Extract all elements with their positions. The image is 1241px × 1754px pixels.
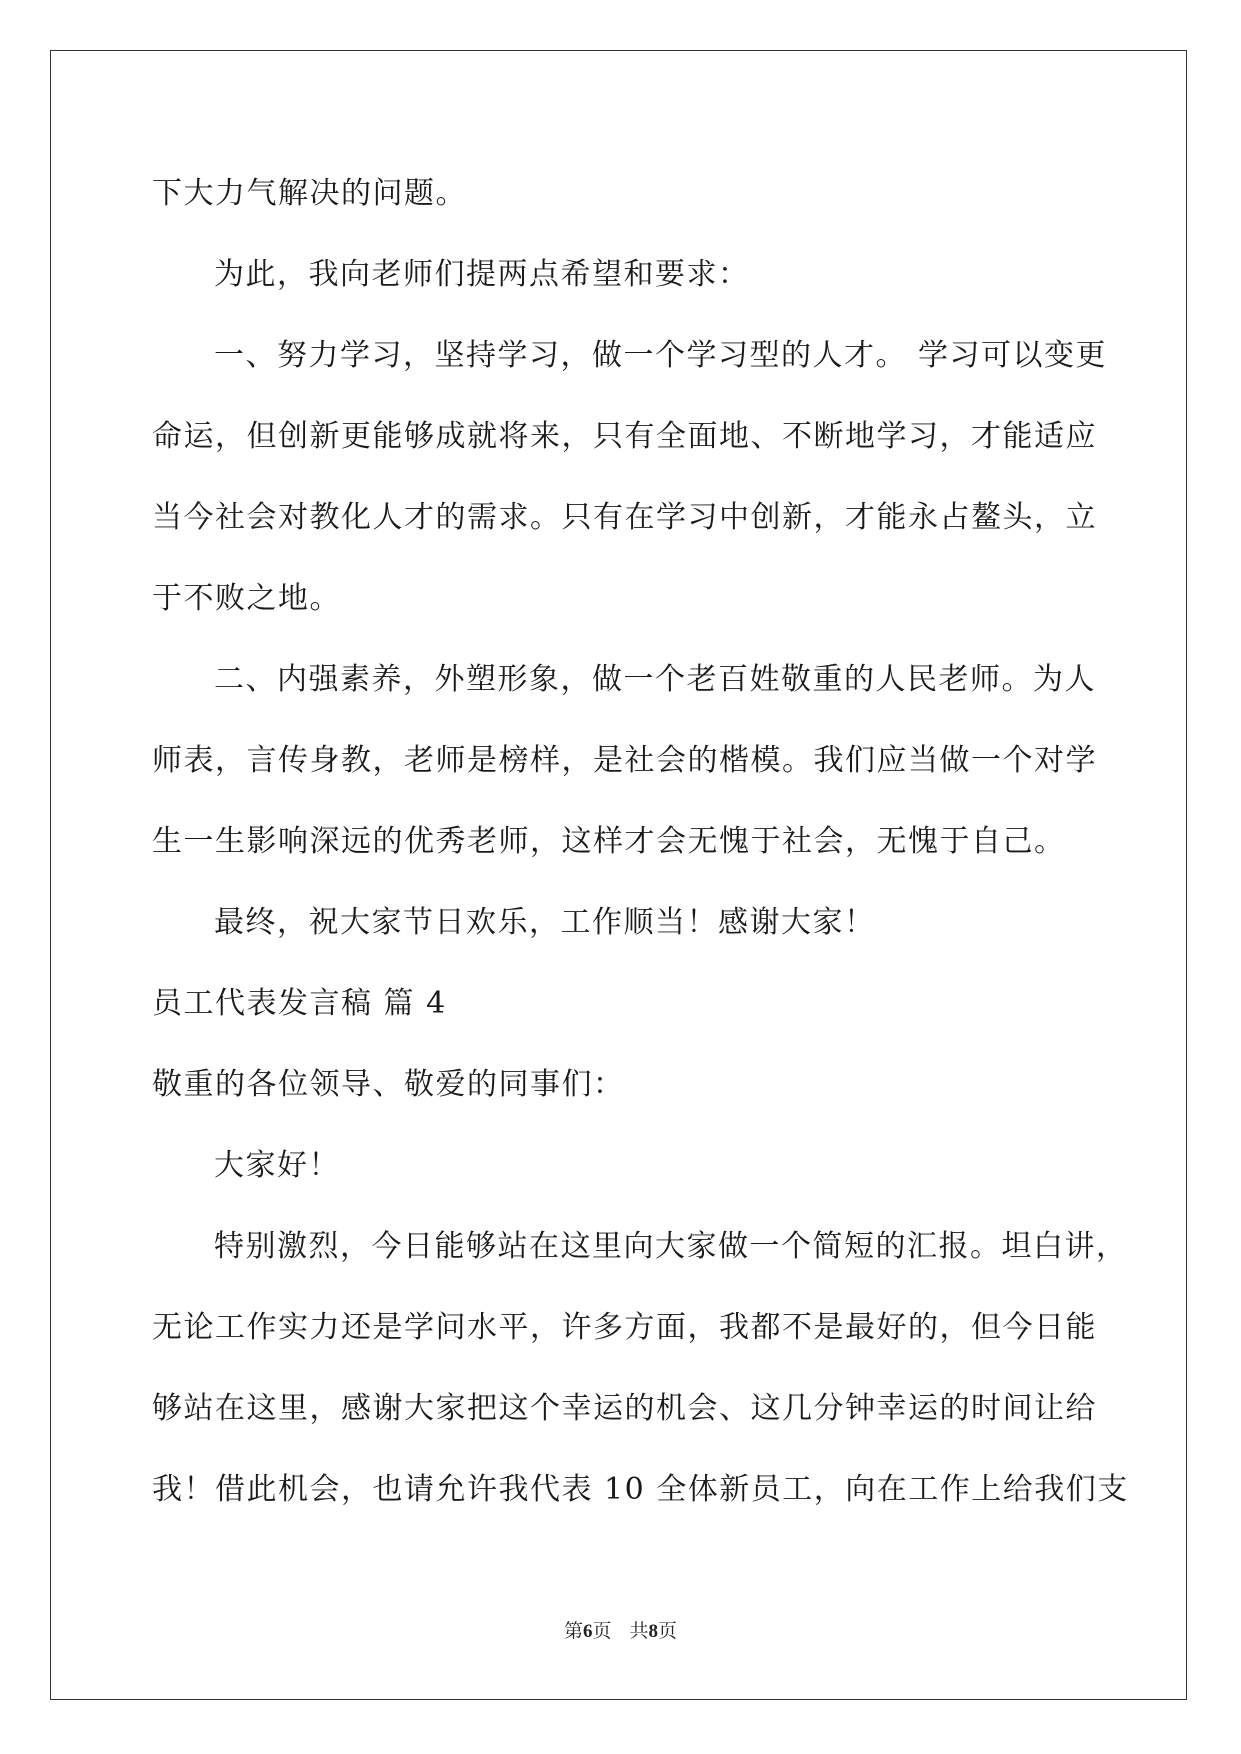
text-line: 特别激烈，今日能够站在这里向大家做一个简短的汇报。坦白讲，	[214, 1229, 1128, 1264]
text-line: 最终，祝大家节日欢乐，工作顺当！感谢大家！	[214, 905, 876, 940]
footer-page-word: 页	[592, 1621, 612, 1642]
current-page-number: 6	[582, 1621, 593, 1642]
text-line: 我！借此机会，也请允许我代表 10 全体新员工，向在工作上给我们支	[152, 1472, 1129, 1507]
total-pages-number: 8	[648, 1621, 659, 1642]
footer-prefix: 第	[563, 1621, 583, 1642]
text-line: 够站在这里，感谢大家把这个幸运的机会、这几分钟幸运的时间让给	[152, 1391, 1097, 1426]
footer-total-prefix: 共	[629, 1621, 649, 1642]
footer-total-suffix: 页	[658, 1621, 678, 1642]
text-line: 一、努力学习，坚持学习，做一个学习型的人才。 学习可以变更	[214, 338, 1108, 373]
text-line: 为此，我向老师们提两点希望和要求：	[214, 257, 750, 292]
section-heading: 员工代表发言稿 篇 4	[152, 986, 447, 1021]
text-line: 二、内强素养，外塑形象，做一个老百姓敬重的人民老师。为人	[214, 662, 1096, 697]
text-line: 生一生影响深远的优秀老师，这样才会无愧于社会，无愧于自己。	[152, 824, 1066, 859]
text-line: 于不败之地。	[152, 581, 341, 616]
greeting: 大家好！	[214, 1148, 340, 1183]
text-line: 下大力气解决的问题。	[152, 176, 467, 211]
text-line: 师表，言传身教，老师是榜样，是社会的楷模。我们应当做一个对学	[152, 743, 1097, 778]
document-body	[152, 164, 1129, 1541]
text-line: 命运，但创新更能够成就将来，只有全面地、不断地学习，才能适应	[152, 419, 1097, 454]
text-line: 当今社会对教化人才的需求。只有在学习中创新，才能永占鳌头，立	[152, 500, 1097, 535]
text-line: 无论工作实力还是学问水平，许多方面，我都不是最好的，但今日能	[152, 1310, 1097, 1345]
page-footer	[0, 1616, 1241, 1643]
salutation: 敬重的各位领导、敬爱的同事们：	[152, 1067, 625, 1102]
